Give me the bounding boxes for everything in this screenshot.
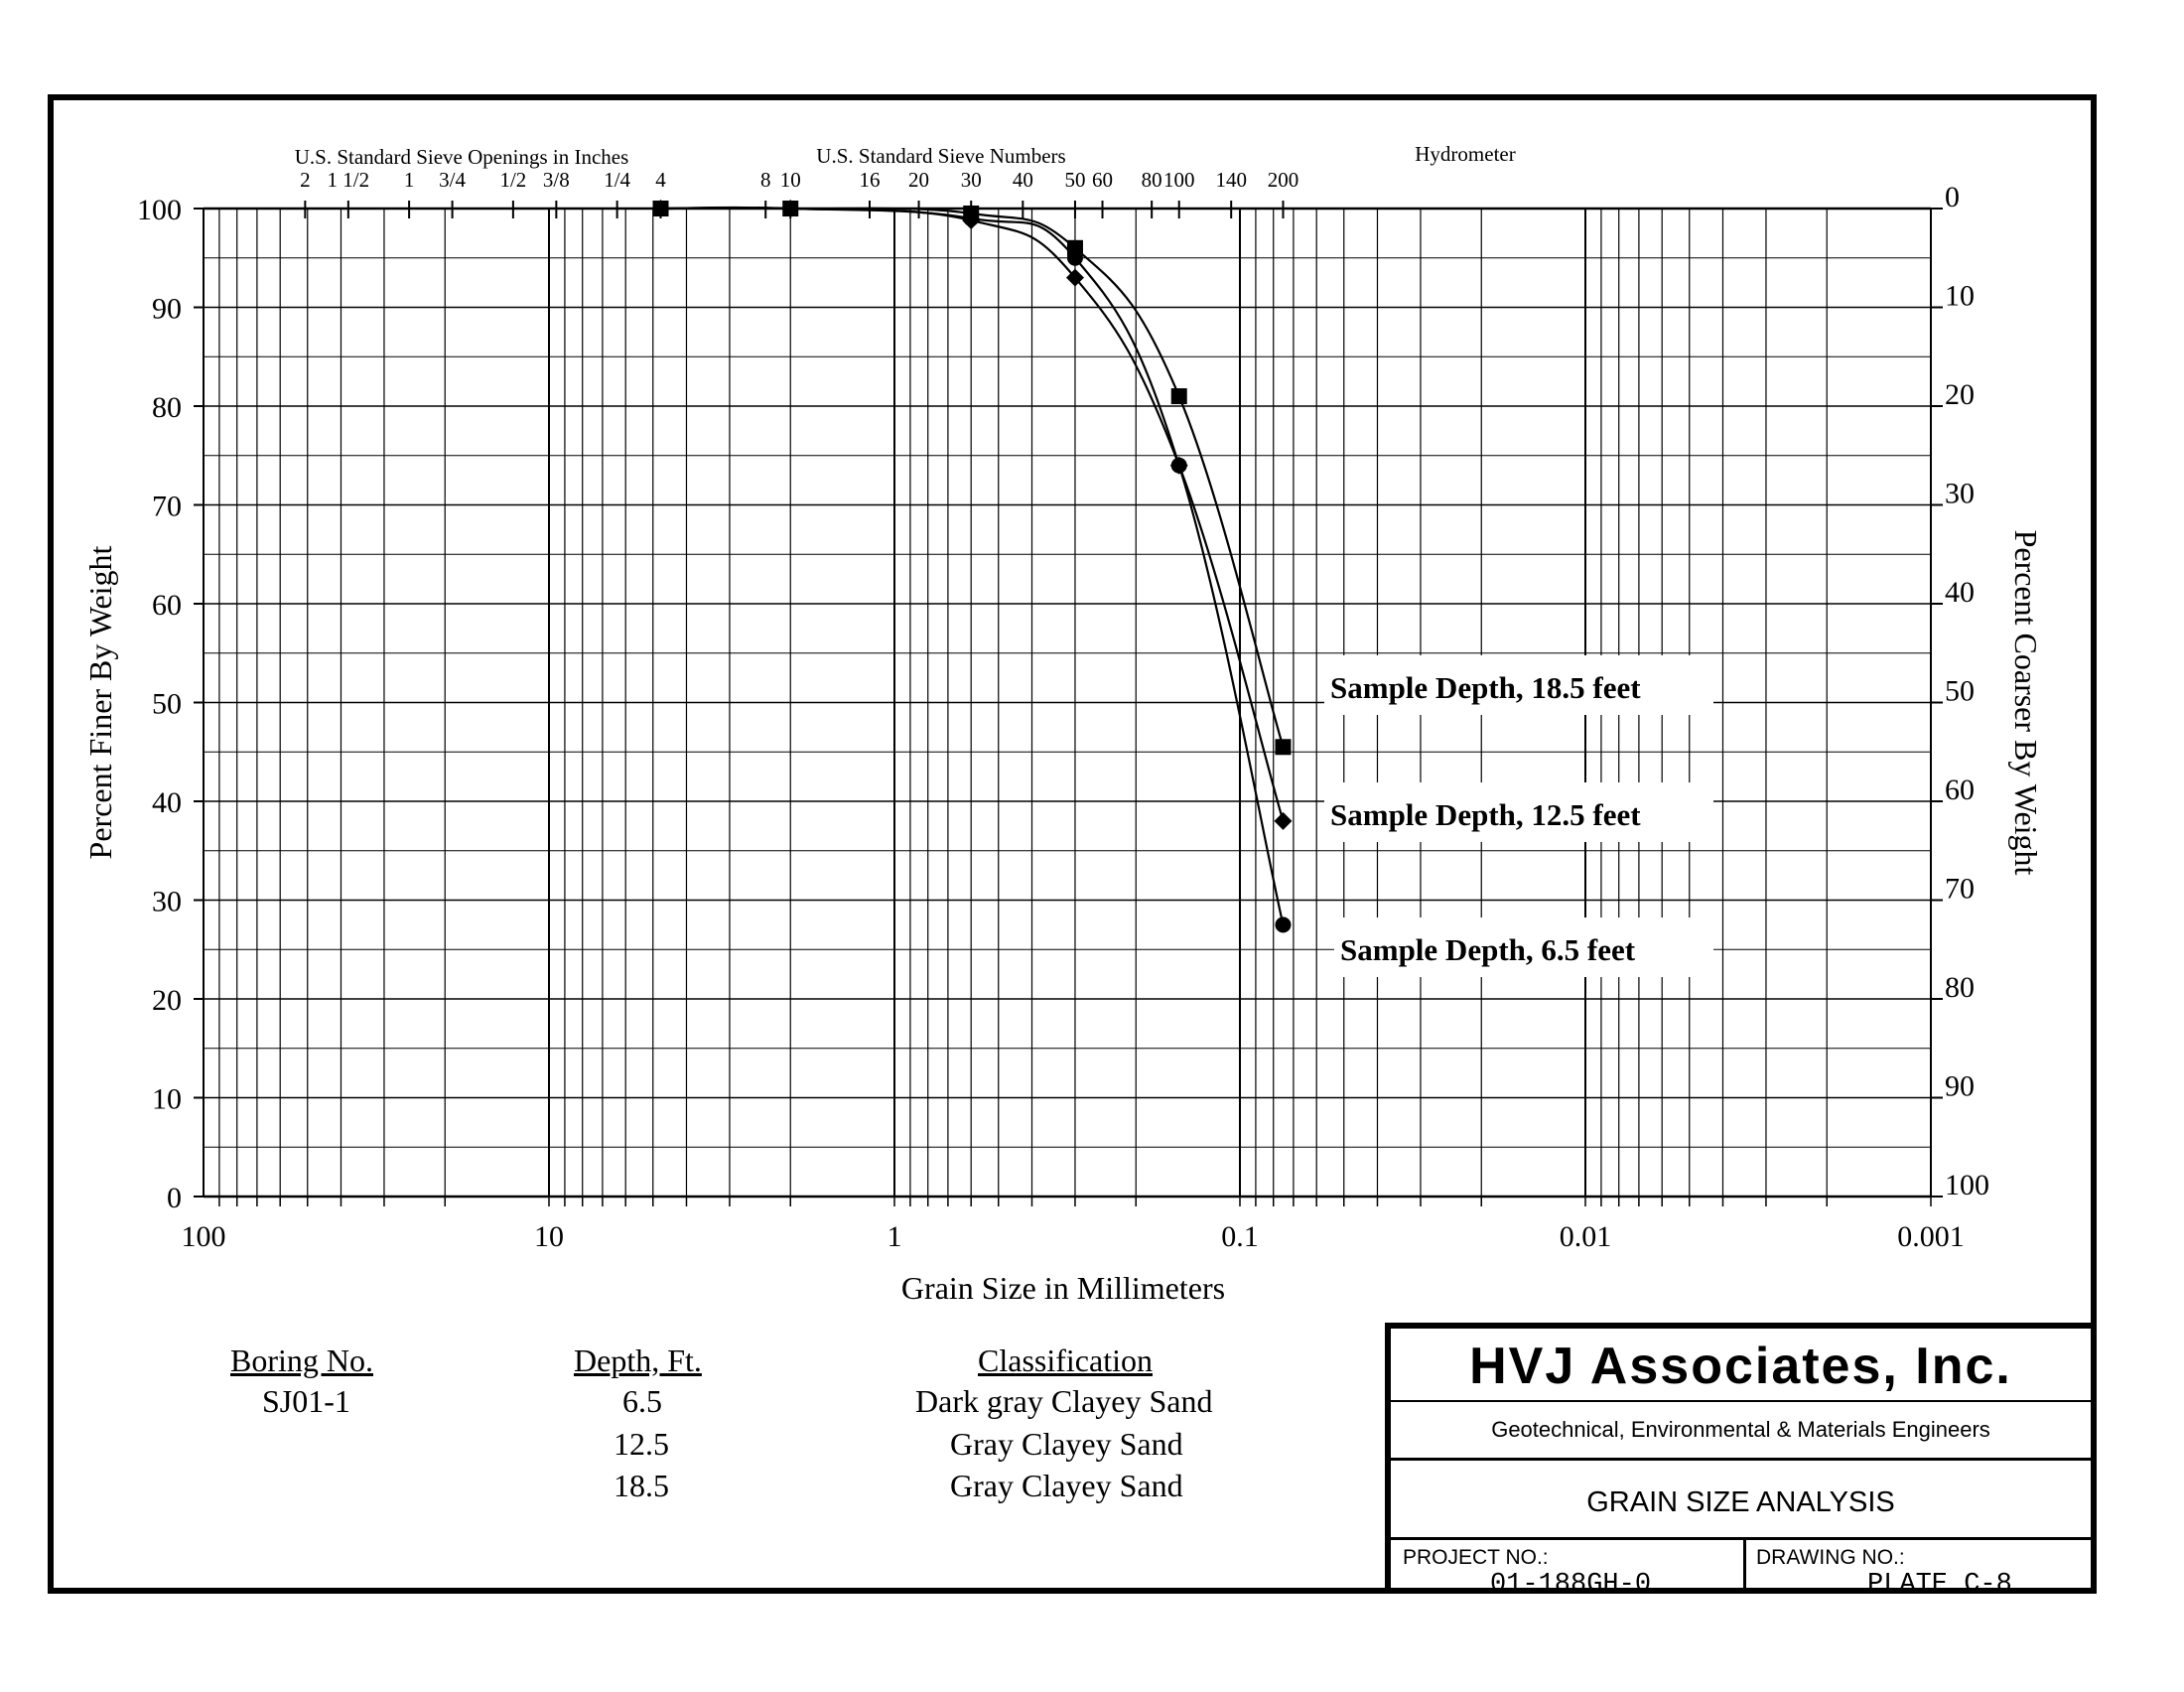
x-tick-label: 100 <box>181 1220 226 1253</box>
sieve-label: 16 <box>859 168 881 192</box>
company-subtitle: Geotechnical, Environmental & Materials Engineers <box>1391 1400 2091 1460</box>
title-block-footer <box>1391 1537 2091 1600</box>
series-line <box>661 209 1284 748</box>
sieve-label: 10 <box>779 168 801 192</box>
y-tick-label: 100 <box>137 194 182 226</box>
hydrometer-title: Hydrometer <box>1415 142 1516 166</box>
depth-row-2: 12.5 <box>614 1426 669 1462</box>
sieve-label: 30 <box>960 168 982 192</box>
sieve-label: 2 <box>300 168 311 192</box>
y-tick-label: 60 <box>152 589 182 622</box>
y2-tick-label: 10 <box>1945 279 1975 313</box>
data-point-circle <box>1171 458 1187 474</box>
y2-tick-label: 20 <box>1945 378 1975 411</box>
y-tick-label: 40 <box>152 786 182 819</box>
sieve-label: 1 1/2 <box>327 168 370 192</box>
y2-axis-title: Percent Coarser By Weight <box>2008 529 2044 876</box>
title-block <box>1385 1323 2097 1600</box>
y-tick-label: 70 <box>152 490 182 523</box>
y2-tick-label: 70 <box>1945 872 1975 906</box>
y2-tick-label: 0 <box>1945 181 1960 213</box>
y2-tick-label: 50 <box>1945 674 1975 708</box>
drawing-title: GRAIN SIZE ANALYSIS <box>1391 1458 2091 1540</box>
sieve-label: 20 <box>908 168 930 192</box>
project-no-value: 01-188GH-0 <box>1490 1570 1652 1600</box>
sieve-label: 200 <box>1267 168 1299 192</box>
data-point-diamond <box>1274 812 1292 830</box>
company-logo: HVJ Associates, Inc. <box>1469 1338 2012 1395</box>
sieve-label: 8 <box>759 168 771 192</box>
data-point-circle <box>653 201 669 216</box>
sieve-label: 100 <box>1162 168 1195 192</box>
x-tick-label: 0.1 <box>1221 1220 1259 1253</box>
data-point-square <box>1275 739 1291 755</box>
x-tick-label: 1 <box>887 1220 902 1253</box>
y2-tick-label: 40 <box>1945 576 1975 609</box>
classification-row-2: Gray Clayey Sand <box>950 1426 1183 1462</box>
series-label: Sample Depth, 12.5 feet <box>1330 797 1641 832</box>
depth-row-1: 6.5 <box>622 1383 662 1419</box>
sieve-label: 140 <box>1215 168 1247 192</box>
y-tick-label: 0 <box>167 1182 182 1214</box>
drawing-no-value: PLATE C-8 <box>1867 1570 2012 1600</box>
y2-tick-label: 60 <box>1945 774 1975 806</box>
y-tick-label: 20 <box>152 984 182 1017</box>
y-axis-title: Percent Finer By Weight <box>82 545 118 860</box>
depth-header: Depth, Ft. <box>574 1342 702 1378</box>
sieve-label: 40 <box>1012 168 1033 192</box>
y2-tick-label: 80 <box>1945 971 1975 1004</box>
sieve-label: 1 <box>403 168 415 192</box>
y-tick-label: 80 <box>152 391 182 424</box>
series-line <box>661 208 1284 821</box>
sieve-inches-title: U.S. Standard Sieve Openings in Inches <box>294 145 629 169</box>
x-tick-label: 0.001 <box>1897 1220 1965 1253</box>
series-square <box>653 201 1292 755</box>
project-no-label: PROJECT NO.: <box>1403 1546 1549 1569</box>
y-tick-label: 10 <box>152 1082 182 1116</box>
sieve-numbers-title: U.S. Standard Sieve Numbers <box>816 144 1066 168</box>
classification-header: Classification <box>978 1342 1153 1378</box>
x-axis-title: Grain Size in Millimeters <box>900 1270 1226 1306</box>
sieve-label: 3/4 <box>439 168 467 192</box>
series-label: Sample Depth, 18.5 feet <box>1330 670 1641 705</box>
depth-row-3: 18.5 <box>614 1468 669 1503</box>
data-point-circle <box>963 211 979 226</box>
x-tick-label: 10 <box>534 1220 564 1253</box>
sieve-label: 1/2 <box>499 168 527 192</box>
sieve-label: 50 <box>1064 168 1086 192</box>
data-point-square <box>1171 388 1187 404</box>
data-point-circle <box>1275 916 1291 932</box>
y-tick-label: 30 <box>152 885 182 918</box>
sieve-label: 3/8 <box>542 168 570 192</box>
series-diamond <box>652 200 1293 830</box>
series-circle <box>653 201 1292 932</box>
sieve-label: 4 <box>655 168 666 192</box>
sieve-label: 80 <box>1141 168 1162 192</box>
y2-tick-label: 100 <box>1945 1169 1989 1201</box>
series-label: Sample Depth, 6.5 feet <box>1340 932 1636 967</box>
title-block-divider <box>1743 1540 1746 1588</box>
drawing-no-label: DRAWING NO.: <box>1756 1546 1905 1569</box>
x-tick-label: 0.01 <box>1559 1220 1612 1253</box>
data-point-circle <box>782 201 798 216</box>
boring-no-header: Boring No. <box>230 1342 373 1378</box>
data-point-circle <box>1067 250 1083 266</box>
series-line <box>661 208 1284 924</box>
boring-no-value: SJ01-1 <box>262 1383 350 1419</box>
sieve-label: 1/4 <box>604 168 631 192</box>
sieve-label: 60 <box>1092 168 1114 192</box>
y2-tick-label: 90 <box>1945 1069 1975 1103</box>
classification-row-1: Dark gray Clayey Sand <box>915 1383 1213 1419</box>
y-tick-label: 90 <box>152 292 182 326</box>
y-tick-label: 50 <box>152 687 182 721</box>
y2-tick-label: 30 <box>1945 477 1975 510</box>
classification-row-3: Gray Clayey Sand <box>950 1468 1183 1503</box>
